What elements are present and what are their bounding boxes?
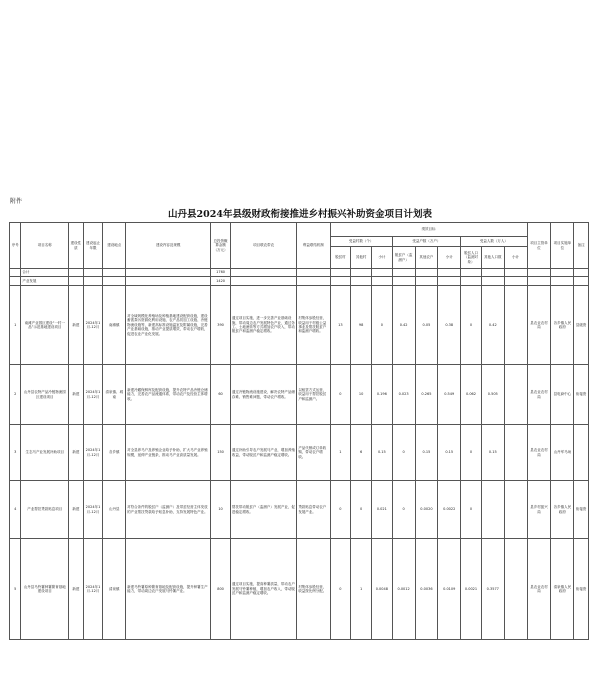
cell-impl: 各乡镇人民政府 — [551, 286, 574, 365]
cell-location: 山丹县 — [103, 481, 126, 539]
table-row — [10, 481, 589, 539]
header-v-subtotal: 小计 — [371, 247, 392, 269]
cell-benefit: 以租赁方式运营，收益用于帮扶脱贫户和监测户。 — [297, 365, 330, 425]
cell-benefit: 产品代销或订单收购，带动农户增收。 — [297, 425, 330, 481]
cell-benefit: 村集体参股经营，收益用于村级公益事业及帮扶脱贫户和监测户增收。 — [297, 286, 330, 365]
header-dept: 项目主管单位 — [527, 223, 551, 269]
cell-nature: 新建 — [69, 425, 84, 481]
cell-mechanism: 通过补助引导农户发展马产业，增加养殖收益，带动脱贫户和监测户稳定增收。 — [230, 425, 296, 481]
cell-p-sub: 0 — [461, 425, 482, 481]
header-budget: 总投资概算金额（万元） — [211, 223, 231, 269]
cell-note: 衔接资 — [574, 481, 589, 539]
cell-content: 对全县养马户及养殖企业给予补助，扩大马产业养殖规模，延伸产业链条，推动马产业高质量发展。 — [126, 425, 211, 481]
cell-period: 2024年1月-12月 — [83, 481, 103, 539]
summary-amount: 1760 — [211, 269, 231, 277]
cell-no: 4 — [10, 481, 21, 539]
cell-nature: 新建 — [69, 365, 84, 425]
cell-h-poor: 0.0020 — [415, 481, 438, 539]
section-amount: 1420 — [211, 277, 231, 286]
cell-v-poor: 0 — [330, 539, 351, 640]
cell-location: 清泉镇 — [103, 539, 126, 640]
cell-p-sub: 0.062 — [461, 365, 482, 425]
header-impl: 项目实施单位 — [551, 223, 574, 269]
cell-v-other: 0 — [351, 481, 372, 539]
cell-v-sub: 0.0048 — [371, 539, 392, 640]
cell-benefit: 贷款贴息带动农户发展产业。 — [297, 481, 330, 539]
cell-v-other: 10 — [351, 365, 372, 425]
summary-label: 合计 — [21, 269, 69, 277]
header-location: 建设地点 — [103, 223, 126, 269]
cell-amount: 10 — [211, 481, 231, 539]
cell-note: 衔接资 — [574, 365, 589, 425]
cell-nature: 新建 — [69, 286, 84, 365]
cell-h-other: 0.0109 — [438, 539, 461, 640]
cell-name: 山丹县农特产品冷链物流园区建设项目 — [21, 365, 69, 425]
section-label: 产业发展 — [21, 277, 69, 286]
cell-name: 产业帮扶贷款贴息项目 — [21, 481, 69, 539]
cell-mechanism: 帮扶带动脱贫户（监测户）发展产业，促进稳定增收。 — [230, 481, 296, 539]
cell-dept: 县农业农村局 — [527, 539, 551, 640]
cell-h-poor: 0.15 — [415, 425, 438, 481]
header-benefit-mode: 利益联结机制 — [297, 223, 330, 269]
cell-v-poor: 0 — [330, 365, 351, 425]
header-households: 受益户数（万户） — [392, 237, 460, 247]
cell-impl: 清泉镇人民政府 — [551, 539, 574, 640]
cell-h-other: 0.549 — [438, 365, 461, 425]
table-row — [10, 286, 589, 365]
cell-note — [574, 425, 589, 481]
cell-period: 2024年1月-12月 — [83, 425, 103, 481]
table-row — [10, 425, 589, 481]
cell-v-other: 6 — [351, 425, 372, 481]
cell-h-sub: 0.0012 — [392, 539, 415, 640]
cell-nature: 新建 — [69, 481, 84, 539]
page-title: 山丹县2024年县级财政衔接推进乡村振兴补助资金项目计划表 — [168, 209, 432, 220]
section-row — [10, 277, 589, 286]
header-other-village: 其他村 — [351, 247, 372, 269]
cell-content: 对符合条件的脱贫户（监测户）及带贫经营主体发放的产业帮扶贷款给予贴息补助，支持发展特色产业。 — [126, 481, 211, 539]
cell-impl: 县电商中心 — [551, 365, 574, 425]
table-row — [10, 539, 589, 640]
cell-h-sub: 0 — [392, 481, 415, 539]
cell-p-poor: 0.3577 — [481, 539, 504, 640]
table-row — [10, 365, 589, 425]
cell-h-other: 0.0022 — [438, 481, 461, 539]
cell-mechanism: 通过项目实施，提高种薯质量，带动农户发展马铃薯种植，增加农户收入，带动脱贫户和监测户稳定增收。 — [230, 539, 296, 640]
cell-location: 各乡镇 — [103, 425, 126, 481]
header-h-subtotal: 小计 — [438, 247, 461, 269]
header-name: 项目名称 — [21, 223, 69, 269]
cell-amount: 390 — [211, 286, 231, 365]
cell-dept: 县农业农村局 — [527, 365, 551, 425]
cell-note: 衔接资 — [574, 539, 589, 640]
cell-v-other: 1 — [351, 539, 372, 640]
header-p-subtotal: 小计 — [504, 247, 527, 269]
cell-mechanism: 通过冷链物流设施建设，解决农特产品储存难、销售难问题，带动农户增收。 — [230, 365, 296, 425]
cell-period: 2024年1月-12月 — [83, 539, 103, 640]
cell-h-sub: 0.42 — [392, 286, 415, 365]
header-p-poverty: 脱贫人口（监测对象） — [461, 247, 482, 269]
cell-name: 山丹县马铃薯种薯繁育基地建设项目 — [21, 539, 69, 640]
cell-no: 5 — [10, 539, 21, 640]
cell-amount: 150 — [211, 425, 231, 481]
header-people: 受益人数（万人） — [461, 237, 527, 247]
cell-v-poor: 0 — [330, 481, 351, 539]
cell-impl: 各乡镇人民政府 — [551, 481, 574, 539]
cell-p-sub: 0 — [461, 286, 482, 365]
cell-h-other: 0.38 — [438, 286, 461, 365]
cell-content: 新建马铃薯原种繁育基地及配套设施，提升种薯生产能力，带动周边农户发展马铃薯产业。 — [126, 539, 211, 640]
cell-h-poor: 0.0036 — [415, 539, 438, 640]
cell-p-poor: 0.505 — [481, 365, 504, 425]
header-poverty-village: 脱贫村 — [330, 247, 351, 269]
header-nature: 建设性质 — [69, 223, 84, 269]
cell-v-poor: 13 — [330, 286, 351, 365]
cell-v-poor: 1 — [330, 425, 351, 481]
header-p-other: 其他人口数 — [481, 247, 504, 269]
cell-no: 2 — [10, 365, 21, 425]
summary-row — [10, 269, 589, 277]
cell-p-poor: 0.42 — [481, 286, 504, 365]
cell-v-sub: 0.15 — [371, 425, 392, 481]
header-villages: 受益村数（个） — [330, 237, 392, 247]
cell-dept: 县农业农村局 — [527, 286, 551, 365]
cell-h-sub: 0 — [392, 425, 415, 481]
cell-p-sub: 0.0021 — [461, 539, 482, 640]
header-h-other: 其他农户 — [415, 247, 438, 269]
cell-amount: 800 — [211, 539, 231, 640]
cell-mechanism: 通过项目实施，进一步完善产业基础设施，带动周边农户发展特色产业，通过务工、土地流转等方式增加农户收入，带动脱贫户和监测户稳定增收。 — [230, 286, 296, 365]
cell-v-sub: 0.196 — [371, 365, 392, 425]
cell-location: 清泉镇、城南 — [103, 365, 126, 425]
header-no: 序号 — [10, 223, 21, 269]
cell-p-poor — [481, 481, 504, 539]
annex-label: 附件 — [10, 198, 23, 205]
cell-v-sub: 0 — [371, 286, 392, 365]
header-note: 备注 — [574, 223, 589, 269]
header-h-poverty: 脱贫户（监测户） — [392, 247, 415, 269]
cell-dept: 县农业农村局 — [527, 425, 551, 481]
cell-note: 县级资 — [574, 286, 589, 365]
header-period: 建设起止年限 — [83, 223, 103, 269]
cell-no: 3 — [10, 425, 21, 481]
header-content: 建设内容及规模 — [126, 223, 211, 269]
cell-dept: 县乡村振兴局 — [527, 481, 551, 539]
cell-h-other: 0.15 — [438, 425, 461, 481]
cell-nature: 新建 — [69, 539, 84, 640]
cell-benefit: 村集体参股经营，收益按比例分配。 — [297, 539, 330, 640]
cell-name: 南滩产业园区建设“一村一品”示范基地建设项目 — [21, 286, 69, 365]
header-mechanism: 项目联农带农 — [230, 223, 296, 269]
cell-amount: 60 — [211, 365, 231, 425]
cell-p-sub: 0 — [461, 481, 482, 539]
cell-h-poor: 0.265 — [415, 365, 438, 425]
cell-v-sub: 0.021 — [371, 481, 392, 539]
cell-h-sub: 0.023 — [392, 365, 415, 425]
cell-period: 2024年1月-12月 — [83, 365, 103, 425]
cell-name: 生态马产业发展补助项目 — [21, 425, 69, 481]
header-benefit-group: 绩效目标 — [330, 223, 527, 237]
cell-location: 南滩镇 — [103, 286, 126, 365]
cell-v-other: 98 — [351, 286, 372, 365]
cell-no: 1 — [10, 286, 21, 365]
cell-content: 对全域规模化养殖场及种植基地建设配套设施，建设畜禽粪污资源化利用设施、农产品初加工设施、冷链物流设施等，新建高标准设施温室及附属设施，完善产业基础设施，推动产业提质增效，带动农户增收，促进农业产业化发展。 — [126, 286, 211, 365]
cell-content: 新建冷藏保鲜库及配套设施，提升农特产品冷链仓储能力，完善农产品流通体系，带动农户及经营主体增收。 — [126, 365, 211, 425]
cell-impl: 山丹军马场 — [551, 425, 574, 481]
cell-p-poor: 0.15 — [481, 425, 504, 481]
project-table — [9, 222, 589, 640]
cell-period: 2024年1月-12月 — [83, 286, 103, 365]
cell-h-poor: 0.05 — [415, 286, 438, 365]
